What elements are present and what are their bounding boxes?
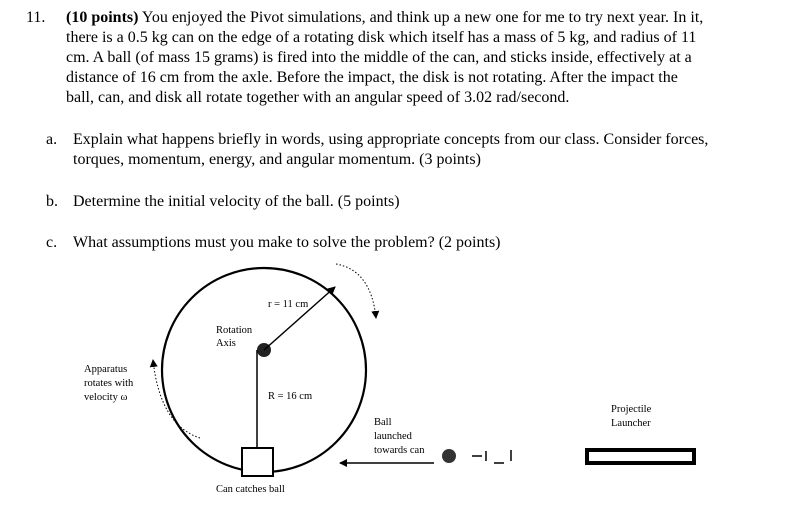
- question-points: (10 points): [66, 9, 139, 26]
- launcher-label: Projectile Launcher: [611, 404, 652, 429]
- question-number: 11.: [26, 9, 46, 26]
- rotation-arrow-top: [336, 264, 376, 318]
- big-radius-label: R = 16 cm: [268, 391, 313, 402]
- part-letter: c.: [46, 234, 58, 251]
- apparatus-label: Apparatus rotates with velocity ω: [84, 364, 134, 403]
- can: [242, 448, 273, 476]
- can-label: Can catches ball: [216, 484, 285, 495]
- question-line: distance of 16 cm from the axle. Before the impact, the disk is not rotating. After the impact the: [66, 69, 678, 86]
- ball-label: Ball launched towards can: [374, 417, 425, 456]
- rotation-arrow-left: [153, 360, 200, 438]
- ball-motion-lines: [472, 450, 511, 463]
- question-line: ball, can, and disk all rotate together with an angular speed of 3.02 rad/second.: [66, 89, 570, 106]
- question-line: (10 points) You enjoyed the Pivot simulations, and think up a new one for me to try next year. In it,: [66, 9, 704, 26]
- projectile-launcher: [587, 450, 694, 463]
- part-line: Explain what happens briefly in words, using appropriate concepts from our class. Consider forces,: [73, 131, 709, 148]
- small-radius-arrow: [264, 287, 335, 350]
- ball: [442, 449, 456, 463]
- rotating-disk: [162, 268, 366, 472]
- rotation-axis-label: Rotation Axis: [216, 325, 253, 349]
- part-line: Determine the initial velocity of the ball. (5 points): [73, 193, 400, 210]
- radius-label: r = 11 cm: [268, 299, 309, 310]
- part-line: What assumptions must you make to solve the problem? (2 points): [73, 234, 501, 251]
- part-letter: b.: [46, 193, 58, 210]
- question-line: there is a 0.5 kg can on the edge of a rotating disk which itself has a mass of 5 kg, and radius of 11: [66, 29, 697, 46]
- question-line: cm. A ball (of mass 15 grams) is fired into the middle of the can, and sticks inside, effectively at a: [66, 49, 692, 66]
- part-letter: a.: [46, 131, 58, 148]
- part-line: torques, momentum, energy, and angular momentum. (3 points): [73, 151, 481, 168]
